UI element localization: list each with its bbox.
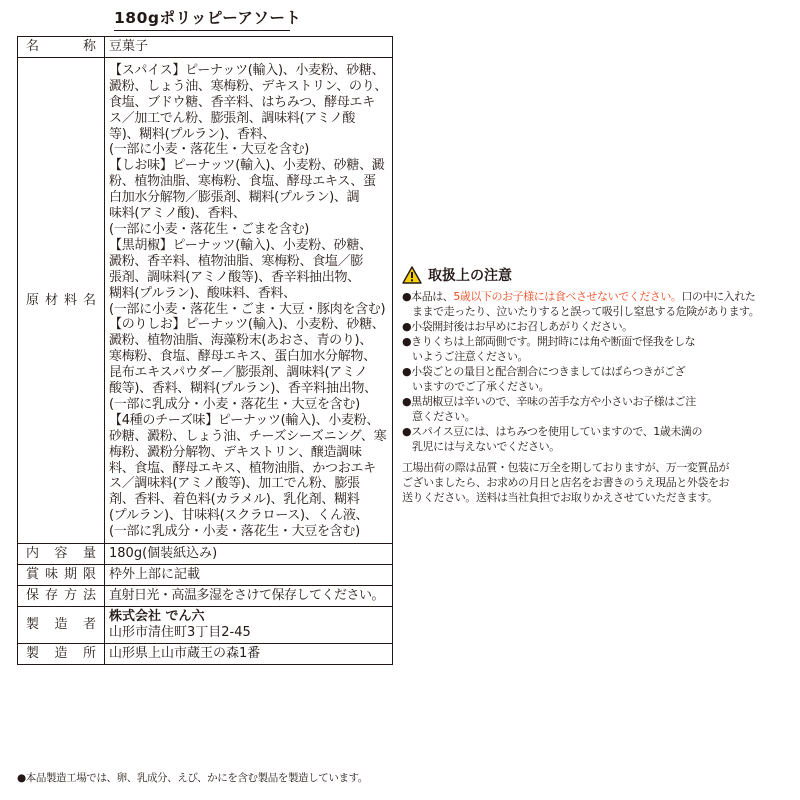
ingredient-line: 味料(アミノ酸)、香料、 [109,206,246,222]
row-label-ingredients: 原材料名 [18,57,105,543]
ingredient-line: (一部に乳成分・小麦・落花生・大豆を含む) [109,396,360,412]
manufacturer-company: 株式会社 でん六 [109,608,205,624]
row-content [18,544,393,565]
ingredient-line: ス／調味料(アミノ酸等)、加工でん粉、膨張 [109,476,360,492]
row-manufacturer [18,606,393,643]
manufacturer-address: 山形市清住町3丁目2-45 [109,624,251,640]
return-policy-line-3: 送りください。送料は当社負担でお取りかえさせていただきます。 [402,491,718,504]
caution-heading [402,265,790,285]
ingredient-line: ス／加工でん粉、膨張剤、調味料(アミノ酸 [109,110,356,126]
row-value-content: 180g(個装紙込み) [105,544,393,565]
ingredient-line: 【のりしお】ピーナッツ(輸入)、小麦粉、砂糖、 [109,317,385,333]
caution-item-2: ●小袋開封後はお早めにお召しあがりください。 [402,320,633,333]
row-value-storage: 直射日光・高温多湿をさけて保存してください。 [105,585,393,606]
ingredient-line: 等)、糊料(プルラン)、香料、 [109,126,276,142]
return-policy-line-1: 工場出荷の際は品質・包装に万全を期しておりますが、万一変質品が [402,461,730,474]
row-label-name: 名称 [18,37,105,58]
ingredient-line: (一部に小麦・落花生・ごまを含む) [109,221,310,237]
food-label-table [17,36,393,665]
ingredient-line: 砂糖、澱粉、しょう油、チーズシーズニング、寒 [109,428,387,444]
caution-item-5: ●黒胡椒豆は辛いので、辛味の苦手な方や小さいお子様はご注 [402,395,696,408]
product-title: 180gポリッピーアソート [114,6,290,31]
caution-item-4: ●小袋ごとの量目と配合割合につきましてはばらつきがござ [402,365,686,378]
ingredient-line: 寒梅粉、食塩、酵母エキス、蛋白加水分解物、 [109,349,376,365]
return-policy-line-2: ございましたら、お求めの月日と店名をお書きのうえ現品と外袋をお [402,476,730,489]
caution-item-1-suffix: 口の中に入れた [681,290,756,303]
row-value-name: 豆菓子 [105,37,393,58]
warning-triangle-icon [402,266,422,284]
caution-item-1-warning: 5歳以下のお子様には食べさせないでください。 [453,290,682,303]
caution-heading-text: 取扱上の注意 [428,268,512,284]
caution-item-3: ●きりくちは上部両側です。開封時には角や断面で怪我をしな [402,335,696,348]
ingredient-line: 料、食塩、酵母エキス、植物油脂、かつおエキ [109,460,376,476]
ingredient-line: 澱粉、香辛料、植物油脂、寒梅粉、食塩／膨 [109,253,364,269]
allergen-footnote: ●本品製造工場では、卵、乳成分、えび、かにを含む製品を製造しています。 [17,772,368,784]
ingredient-line: 糊料(プルラン)、酸味料、香料、 [109,285,296,301]
row-value-factory: 山形県上山市蔵王の森1番 [105,643,393,664]
ingredient-line: 【スパイス】ピーナッツ(輸入)、小麦粉、砂糖、 [109,62,385,78]
ingredient-line: 食塩、ブドウ糖、香辛料、はちみつ、酵母エキ [109,94,375,110]
ingredient-line: 粉、植物油脂、寒梅粉、食塩、酵母エキス、蛋 [109,174,376,190]
caution-section [402,265,790,505]
ingredient-line: 酸等)、香料、糊料(プルラン)、香辛料抽出物、 [109,381,377,397]
ingredient-line: 澱粉、しょう油、寒梅粉、デキストリン、のり、 [109,78,388,94]
ingredient-line: (一部に小麦・落花生・大豆を含む) [109,142,310,158]
caution-item-4-cont: いますのでご了承ください。 [412,380,550,393]
ingredient-line: 張剤、調味料(アミノ酸等)、香辛料抽出物、 [109,269,360,285]
return-policy [402,460,790,505]
ingredient-line: (プルラン)、甘味料(スクラロース)、くん液、 [109,508,369,524]
row-value-expiry: 枠外上部に記載 [105,565,393,586]
ingredient-line: (一部に小麦・落花生・ごま・大豆・豚肉を含む) [109,301,386,317]
ingredient-line: 【黒胡椒】ピーナッツ(輸入)、小麦粉、砂糖、 [109,237,372,253]
caution-item-1 [402,289,790,304]
row-expiry [18,565,393,586]
row-storage [18,585,393,606]
row-factory [18,643,393,664]
ingredients-list [105,57,393,543]
ingredient-line: 【しお味】ピーナッツ(輸入)、小麦粉、砂糖、澱 [109,158,385,174]
caution-item-5-cont: 意ください。 [412,410,476,423]
caution-item-6-cont: 乳児には与えないでください。 [412,440,560,453]
ingredient-line: 澱粉、植物油脂、海藻粉末(あおさ、青のり)、 [109,333,373,349]
row-label-content: 内容量 [18,544,105,565]
caution-item-3-cont: いようご注意ください。 [412,350,529,363]
row-label-manufacturer: 製造者 [18,606,105,643]
ingredient-line: 【4種のチーズ味】ピーナッツ(輸入)、小麦粉、 [109,412,380,428]
ingredient-line: (一部に乳成分・小麦・落花生・大豆を含む) [109,524,360,540]
caution-item-1-prefix: ●本品は、 [402,290,454,303]
row-label-expiry: 賞味期限 [18,565,105,586]
row-ingredients [18,57,393,543]
caution-item-1-cont: ままで走ったり、泣いたりすると誤って吸引し窒息する危険があります。 [412,305,760,318]
row-label-storage: 保存方法 [18,585,105,606]
ingredient-line: 白加水分解物／膨張剤、糊料(プルラン)、調 [109,190,360,206]
row-label-factory: 製造所 [18,643,105,664]
caution-item-6: ●スパイス豆には、はちみつを使用していますので、1歳未満の [402,425,702,438]
row-name [18,37,393,58]
ingredient-line: 梅粉、澱粉分解物、デキストリン、醸造調味 [109,444,362,460]
ingredient-line: 剤、香料、着色料(カラメル)、乳化剤、糊料 [109,492,360,508]
row-value-manufacturer [105,606,393,643]
ingredient-line: 昆布エキスパウダー／膨張剤、調味料(アミノ [109,365,368,381]
